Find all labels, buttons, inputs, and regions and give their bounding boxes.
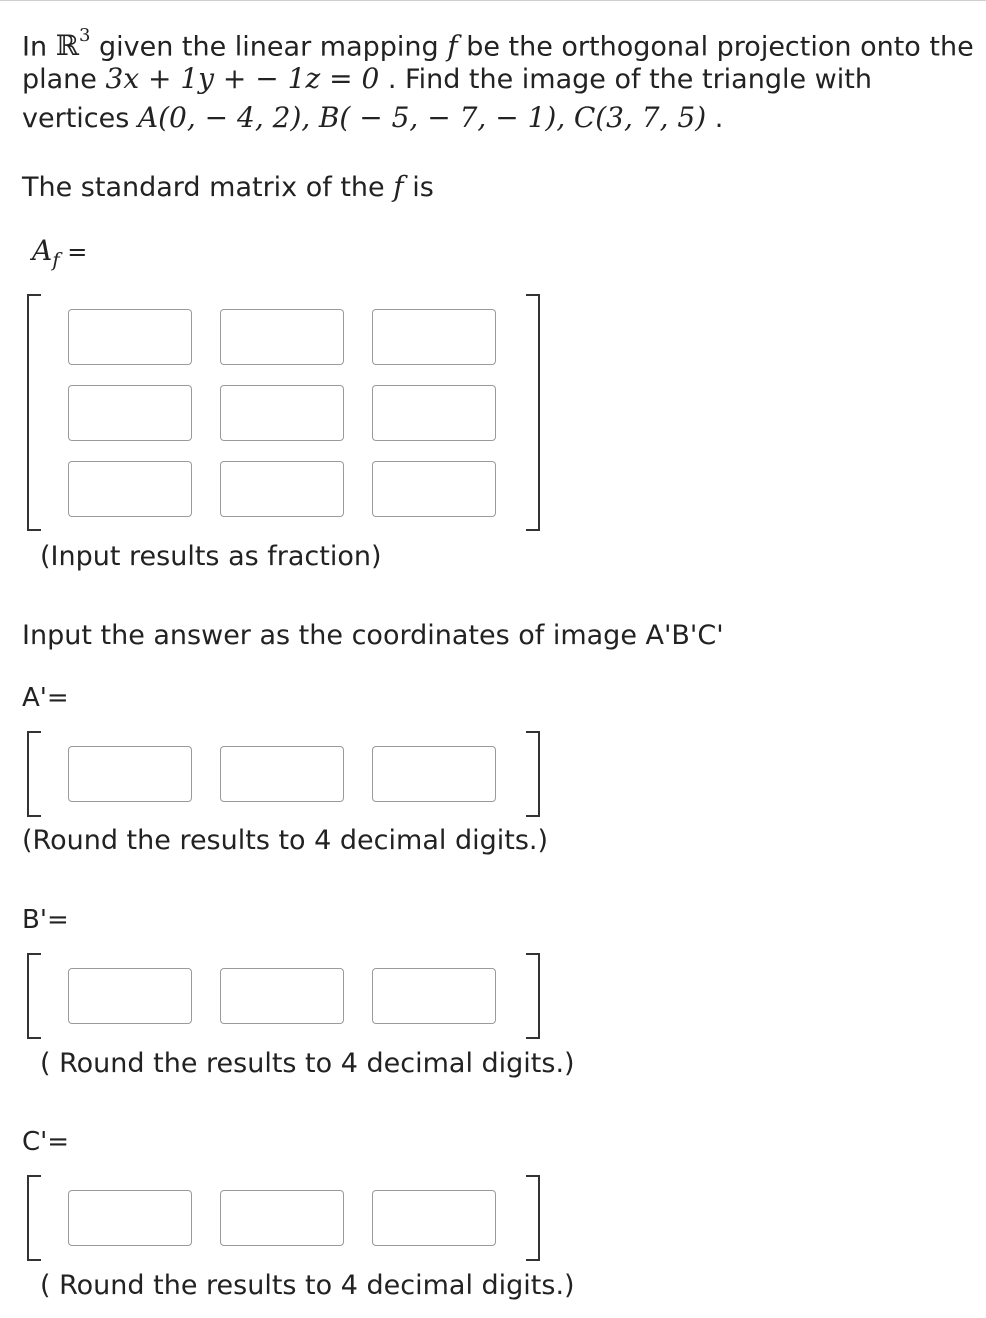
b-prime-right-bracket [526,953,540,1039]
matrix-cell-1-3[interactable] [372,309,496,365]
text-find-image: . Find the image of the triangle with [379,64,872,95]
vertex-a: A(0, − 4, 2), [137,101,311,134]
f-symbol: f [447,29,458,63]
matrix-label-eq: = [59,238,88,266]
text-projection: be the orthogonal projection onto the [457,31,974,63]
matrix-cell-1-2[interactable] [220,309,344,365]
matrix-label [32,234,87,276]
a-prime-y-input[interactable] [220,746,344,802]
c-prime-note: ( Round the results to 4 decimal digits.) [40,1270,575,1301]
c-prime-y-input[interactable] [220,1190,344,1246]
b-prime-label: B'= [22,905,69,935]
matrix-cell-1-1[interactable] [68,309,192,365]
text-given: given the linear mapping [90,31,448,63]
b-prime-note: ( Round the results to 4 decimal digits.) [40,1048,575,1079]
plane-equation: 3x + 1y + − 1z = 0 [105,62,380,95]
matrix-note: (Input results as fraction) [40,541,382,572]
a-prime-label: A'= [22,683,69,713]
a-prime-note: (Round the results to 4 decimal digits.) [22,825,548,856]
c-prime-right-bracket [526,1175,540,1261]
matrix-cell-2-2[interactable] [220,385,344,441]
problem-line-3 [22,101,723,136]
matrix-intro [22,170,434,205]
matrix-right-bracket [526,294,540,531]
matrix-label-sub: f [52,247,60,272]
matrix-cell-3-3[interactable] [372,461,496,517]
b-prime-left-bracket [27,953,41,1039]
problem-line-2 [22,62,872,97]
problem-line-1 [22,23,974,64]
a-prime-x-input[interactable] [68,746,192,802]
b-prime-y-input[interactable] [220,968,344,1024]
b-prime-z-input[interactable] [372,968,496,1024]
c-prime-left-bracket [27,1175,41,1261]
matrix-label-a: A [32,234,53,267]
text-vertices: vertices [22,103,138,134]
answer-intro: Input the answer as the coordinates of image A'B'C' [22,620,724,651]
c-prime-x-input[interactable] [68,1190,192,1246]
text-period: . [706,103,724,134]
matrix-cell-2-1[interactable] [68,385,192,441]
space-symbol [55,25,91,63]
space-exponent: 3 [78,25,91,46]
matrix-cell-2-3[interactable] [372,385,496,441]
space-R: ℝ [55,29,79,63]
a-prime-right-bracket [526,731,540,817]
b-prime-x-input[interactable] [68,968,192,1024]
a-prime-left-bracket [27,731,41,817]
text-plane: plane [22,64,106,95]
c-prime-z-input[interactable] [372,1190,496,1246]
matrix-intro-is: is [403,172,434,203]
matrix-intro-text: The standard matrix of the [22,172,394,203]
top-divider [0,0,986,1]
c-prime-label: C'= [22,1127,70,1157]
matrix-left-bracket [27,294,41,531]
a-prime-z-input[interactable] [372,746,496,802]
matrix-cell-3-1[interactable] [68,461,192,517]
matrix-intro-f: f [393,170,404,203]
vertex-b: B( − 5, − 7, − 1), [318,101,566,134]
vertex-c: C(3, 7, 5) [573,101,707,134]
matrix-cell-3-2[interactable] [220,461,344,517]
text-in: In [22,31,56,63]
